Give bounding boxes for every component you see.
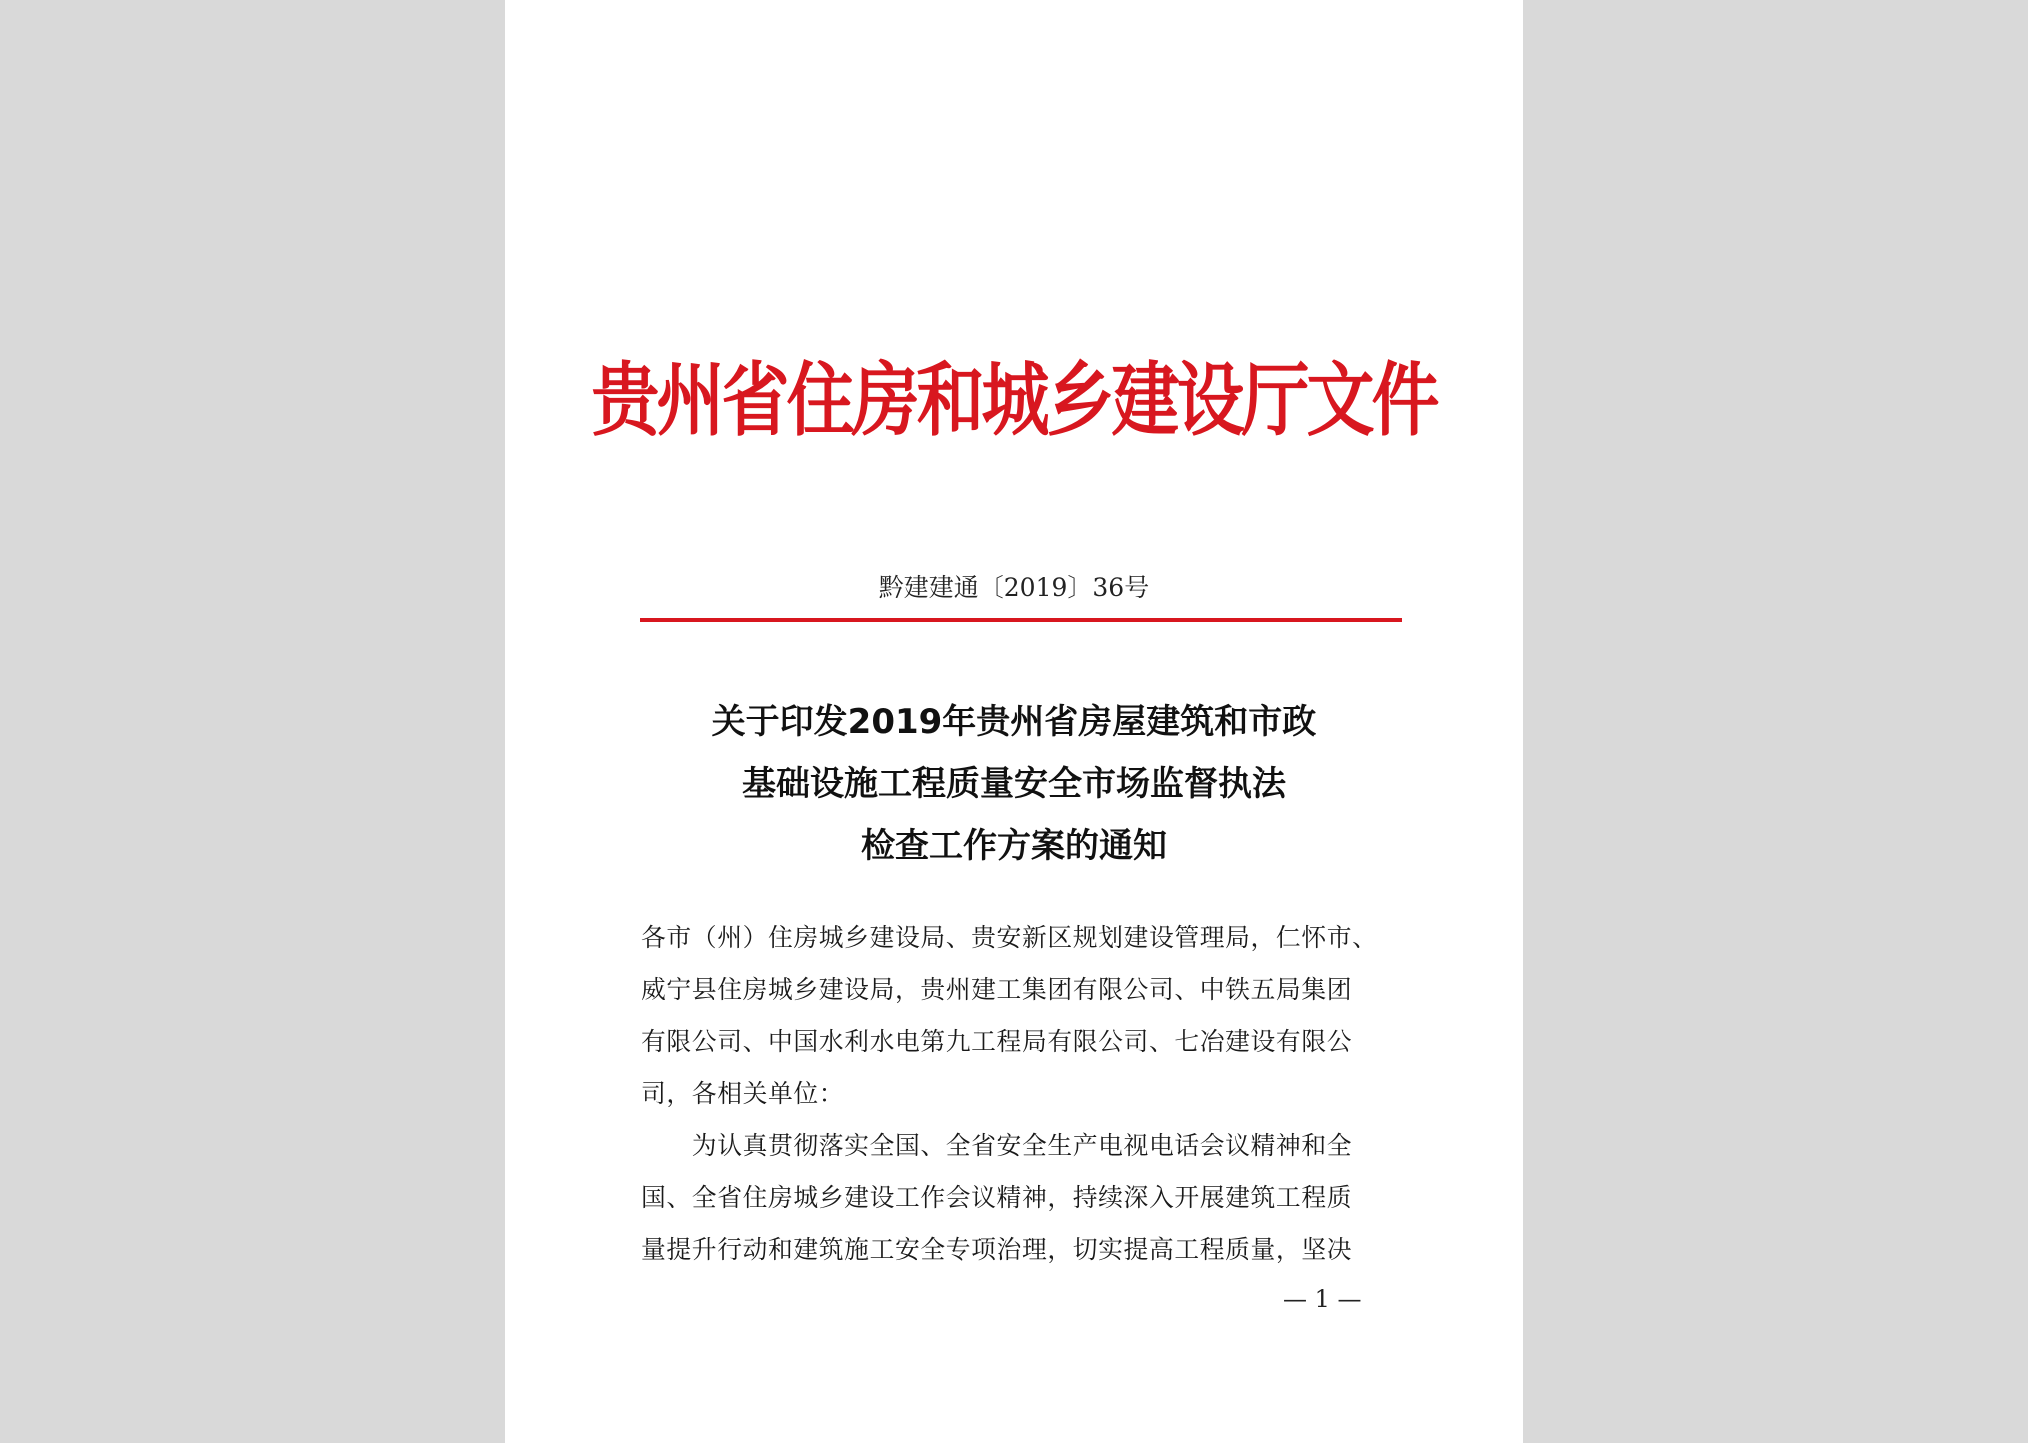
notice-title-line: 基础设施工程质量安全市场监督执法 — [742, 764, 1286, 804]
body-line: 量提升行动和建筑施工安全专项治理，切实提高工程质量，坚决 — [641, 1235, 1353, 1264]
document-page — [505, 0, 1523, 1443]
body-line: 司，各相关单位： — [641, 1079, 845, 1108]
notice-title — [505, 691, 1523, 877]
document-number: 黔建建通〔2019〕36号 — [878, 573, 1150, 602]
body-line: 各市（州）住房城乡建设局、贵安新区规划建设管理局，仁怀市、 — [641, 923, 1378, 952]
red-divider-line — [640, 618, 1402, 622]
notice-title-line: 检查工作方案的通知 — [861, 826, 1167, 866]
body-text — [641, 912, 1403, 1276]
body-line: 威宁县住房城乡建设局，贵州建工集团有限公司、中铁五局集团 — [641, 975, 1353, 1004]
body-line: 国、全省住房城乡建设工作会议精神，持续深入开展建筑工程质 — [641, 1183, 1353, 1212]
body-line: 有限公司、中国水利水电第九工程局有限公司、七冶建设有限公 — [641, 1027, 1353, 1056]
document-header-title: 贵州省住房和城乡建设厅文件 — [591, 354, 1437, 449]
notice-title-line: 关于印发2019年贵州省房屋建筑和市政 — [711, 702, 1317, 742]
page-number: — 1 — — [1283, 1285, 1362, 1313]
body-line: 为认真贯彻落实全国、全省安全生产电视电话会议精神和全 — [641, 1131, 1353, 1160]
